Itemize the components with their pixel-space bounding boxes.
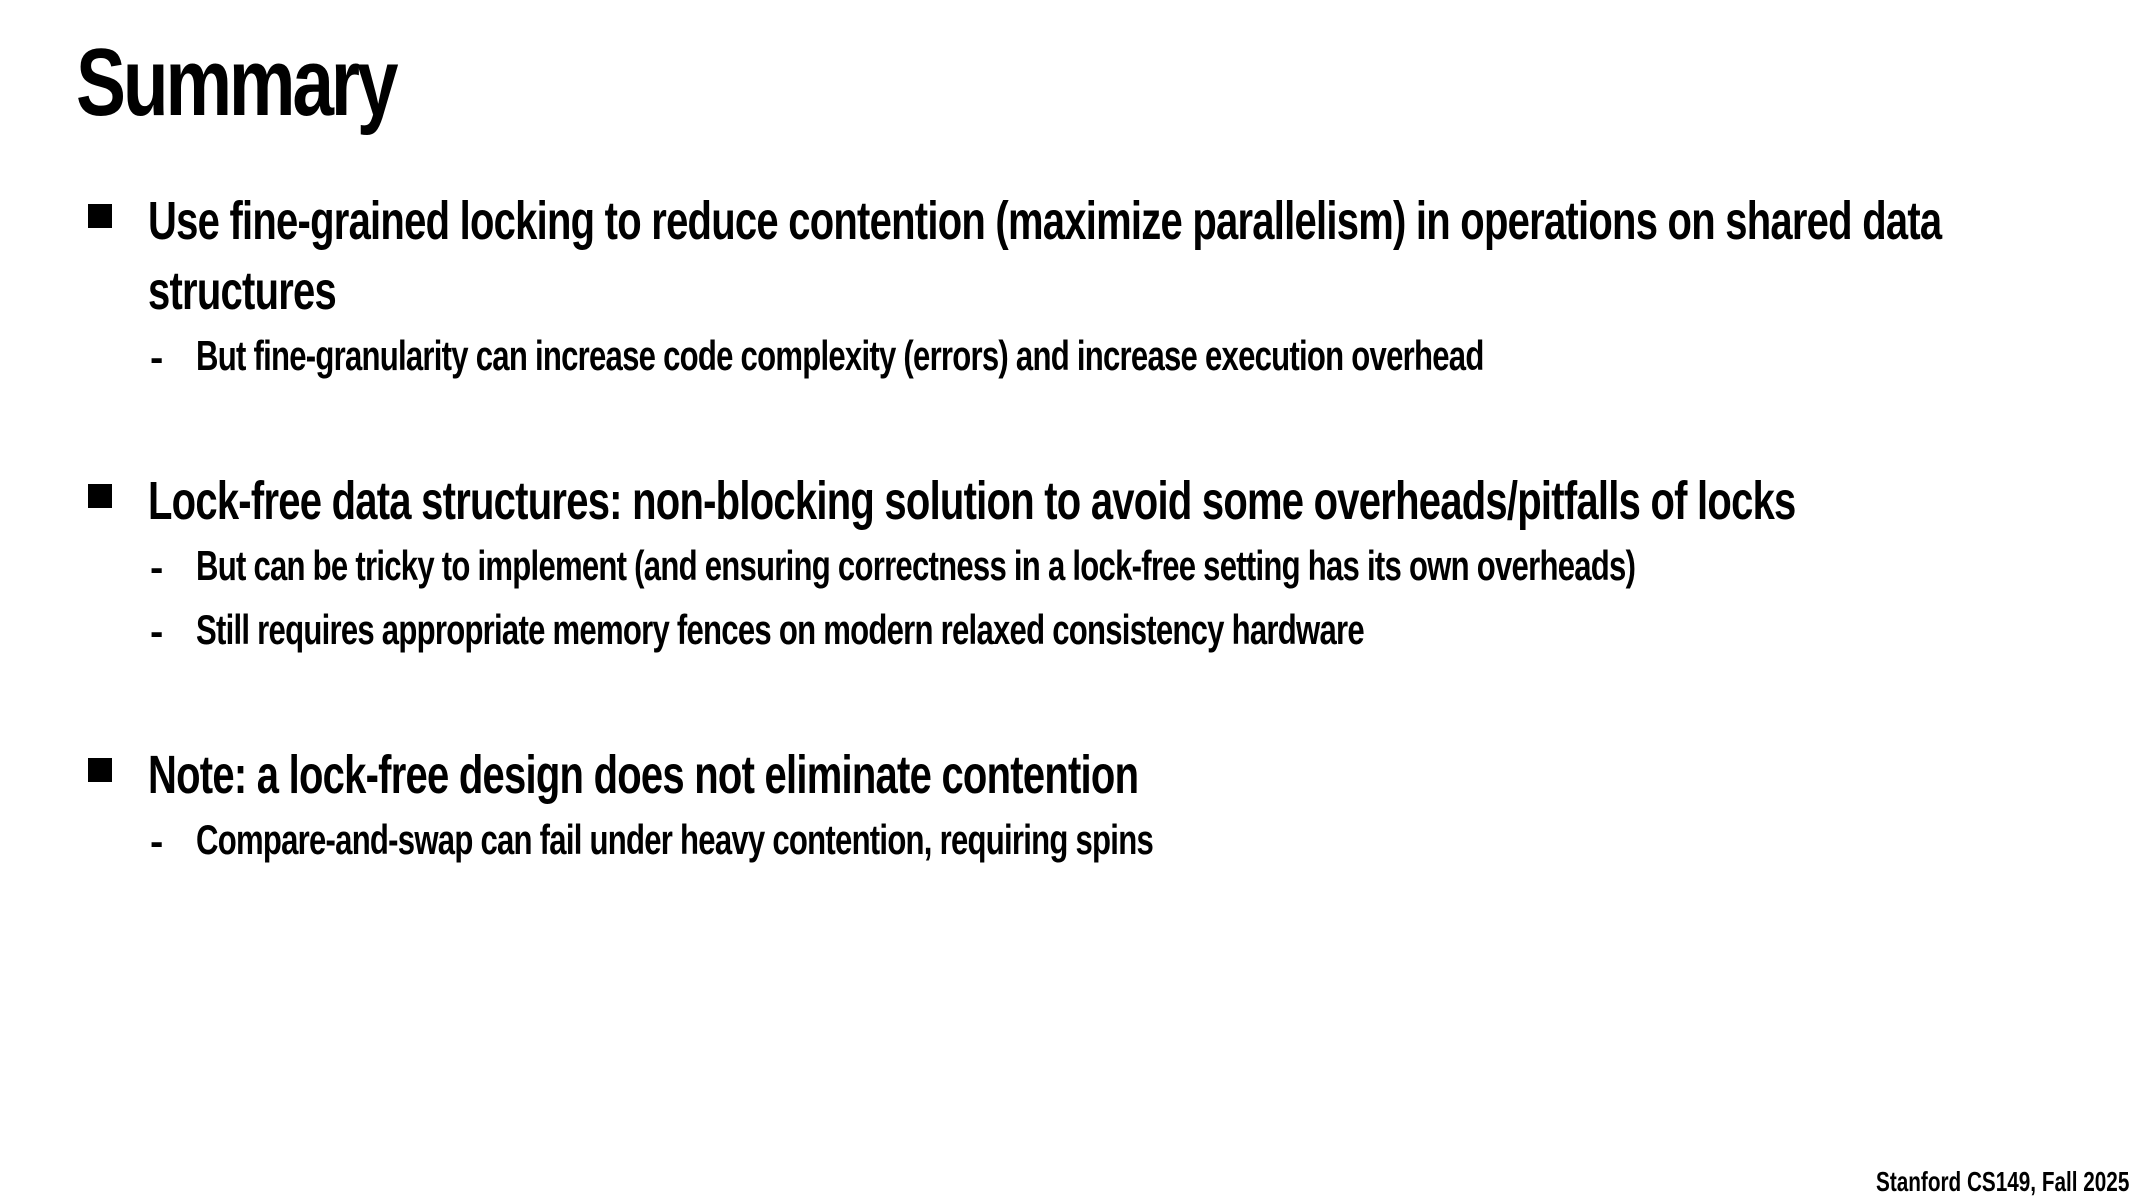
bullet-text: Lock-free data structures: non-blocking solution to avoid some overheads/pitfalls of locks [148,471,1796,531]
sub-bullet-text: But fine-granularity can increase code complexity (errors) and increase execution overhead [196,332,1484,379]
sub-bullet-text: Compare-and-swap can fail under heavy contention, requiring spins [196,816,1153,863]
bullet-item [88,186,2008,326]
slide-title: Summary [76,29,396,136]
dash-bullet-icon: - [150,546,164,590]
sub-bullet-text: Still requires appropriate memory fences on modern relaxed consistency hardware [196,606,1364,653]
bullet-item [88,466,2008,536]
square-bullet-icon [88,484,112,508]
dash-bullet-icon: - [150,820,164,864]
bullet-text: Use fine-grained locking to reduce contention (maximize parallelism) in operations on shared data structures [148,191,1942,321]
bullet-text: Note: a lock-free design does not eliminate contention [148,745,1139,805]
sub-bullet-text: But can be tricky to implement (and ensuring correctness in a lock-free setting has its own overheads) [196,542,1636,589]
footer-course-label: Stanford CS149, Fall 2025 [1875,1166,2129,1197]
dash-bullet-icon: - [150,336,164,380]
bullet-item [88,740,2008,810]
square-bullet-icon [88,758,112,782]
square-bullet-icon [88,204,112,228]
dash-bullet-icon: - [150,610,164,654]
